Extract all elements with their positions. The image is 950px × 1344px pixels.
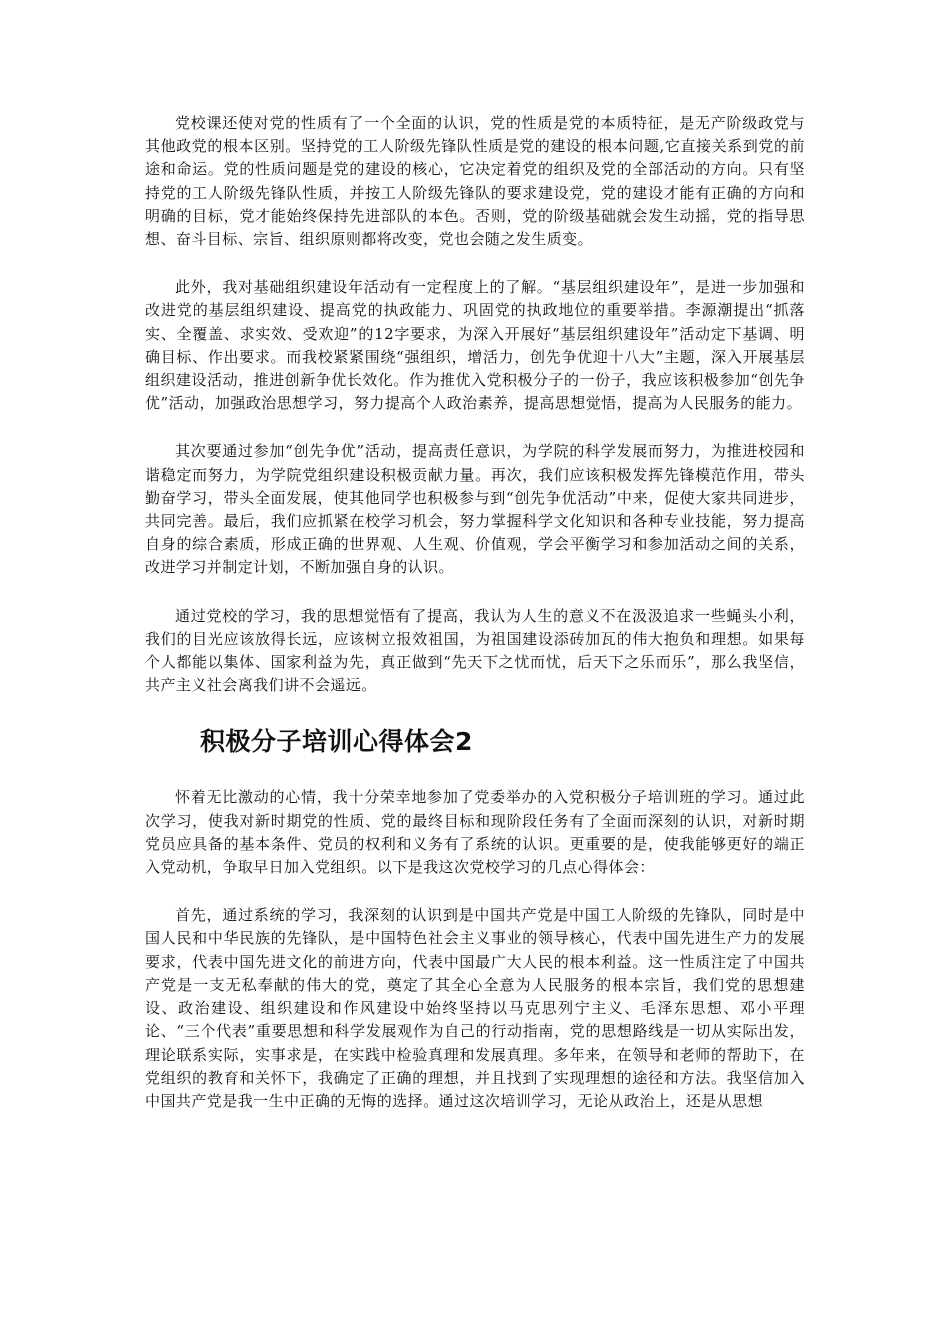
section-heading: 积极分子培训心得体会2 <box>200 727 473 757</box>
paragraph-grassroots-year: 此外，我对基础组织建设年活动有一定程度上的了解。“基层组织建设年”，是进一步加强和改进党的基层组织建设、提高党的执政能力、巩固党的执政地位的重要举措。李源潮提出“抓落实、全覆盖、求实效、受欢迎”的12字要求，为深入开展好“基层组织建设年”活动定下基调、明确目标、作出要求。而我校紧紧围绕“强组织，增活力，创先争优迎十八大”主题，深入开展基层组织建设活动，推进创新争优长效化。作为推优入党积极分子的一份子，我应该积极参加“创先争优”活动，加强政治思想学习，努力提高个人政治素养，提高思想觉悟，提高为人民服务的能力。 <box>145 278 805 413</box>
paragraph-first-point: 首先，通过系统的学习，我深刻的认识到是中国共产党是中国工人阶级的先锋队，同时是中国人民和中华民族的先锋队，是中国特色社会主义事业的领导核心，代表中国先进生产力的发展要求，代表中国先进文化的前进方向，代表中国最广大人民的根本利益。这一性质注定了中国共产党是一支无私奉献的伟大的党，奠定了其全心全意为人民服务的根本宗旨，我们党的思想建设、政治建设、组织建设和作风建设中始终坚持以马克思列宁主义、毛泽东思想、邓小平理论、“三个代表”重要思想和科学发展观作为自己的行动指南，党的思想路线是一切从实际出发，理论联系实际，实事求是，在实践中检验真理和发展真理。多年来，在领导和老师的帮助下，在党组织的教育和关怀下，我确定了正确的理想，并且找到了实现理想的途径和方法。我坚信加入中国共产党是我一生中正确的无悔的选择。通过这次培训学习，无论从政治上，还是从思想 <box>145 906 805 1110</box>
paragraph-excellence-activity: 其次要通过参加“创先争优”活动，提高责任意识，为学院的科学发展而努力，为推进校园和谐稳定而努力，为学院党组织建设积极贡献力量。再次，我们应该积极发挥先锋模范作用，带头勤奋学习，带头全面发展，使其他同学也积极参与到“创先争优活动”中来，促使大家共同进步，共同完善。最后，我们应抓紧在校学习机会，努力掌握科学文化知识和各种专业技能，努力提高自身的综合素质，形成正确的世界观、人生观、价值观，学会平衡学习和参加活动之间的关系，改进学习并制定计划，不断加强自身的认识。 <box>145 442 805 577</box>
document-page <box>145 112 805 1138</box>
paragraph-conclusion: 通过党校的学习，我的思想觉悟有了提高，我认为人生的意义不在汲汲追求一些蝇头小利，我们的目光应该放得长远，应该树立报效祖国，为祖国建设添砖加瓦的伟大抱负和理想。如果每个人都能以集体、国家利益为先，真正做到“先天下之忧而忧，后天下之乐而乐”，那么我坚信，共产主义社会离我们讲不会遥远。 <box>145 606 805 695</box>
paragraph-introduction: 怀着无比激动的心情，我十分荣幸地参加了党委举办的入党积极分子培训班的学习。通过此次学习，使我对新时期党的性质、党的最终目标和现阶段任务有了全面而深刻的认识，对新时期党员应具备的基本条件、党员的权利和义务有了系统的认识。更重要的是，使我能够更好的端正入党动机，争取早日加入党组织。以下是我这次党校学习的几点心得体会： <box>145 788 805 877</box>
paragraph-party-nature: 党校课还使对党的性质有了一个全面的认识，党的性质是党的本质特征，是无产阶级政党与其他政党的根本区别。坚持党的工人阶级先锋队性质是党的建设的根本问题,它直接关系到党的前途和命运。党的性质问题是党的建设的核心，它决定着党的组织及党的全部活动的方向。只有坚持党的工人阶级先锋队性质，并按工人阶级先锋队的要求建设党，党的建设才能有正确的方向和明确的目标，党才能始终保持先进部队的本色。否则，党的阶级基础就会发生动摇，党的指导思想、奋斗目标、宗旨、组织原则都将改变，党也会随之发生质变。 <box>145 114 805 249</box>
